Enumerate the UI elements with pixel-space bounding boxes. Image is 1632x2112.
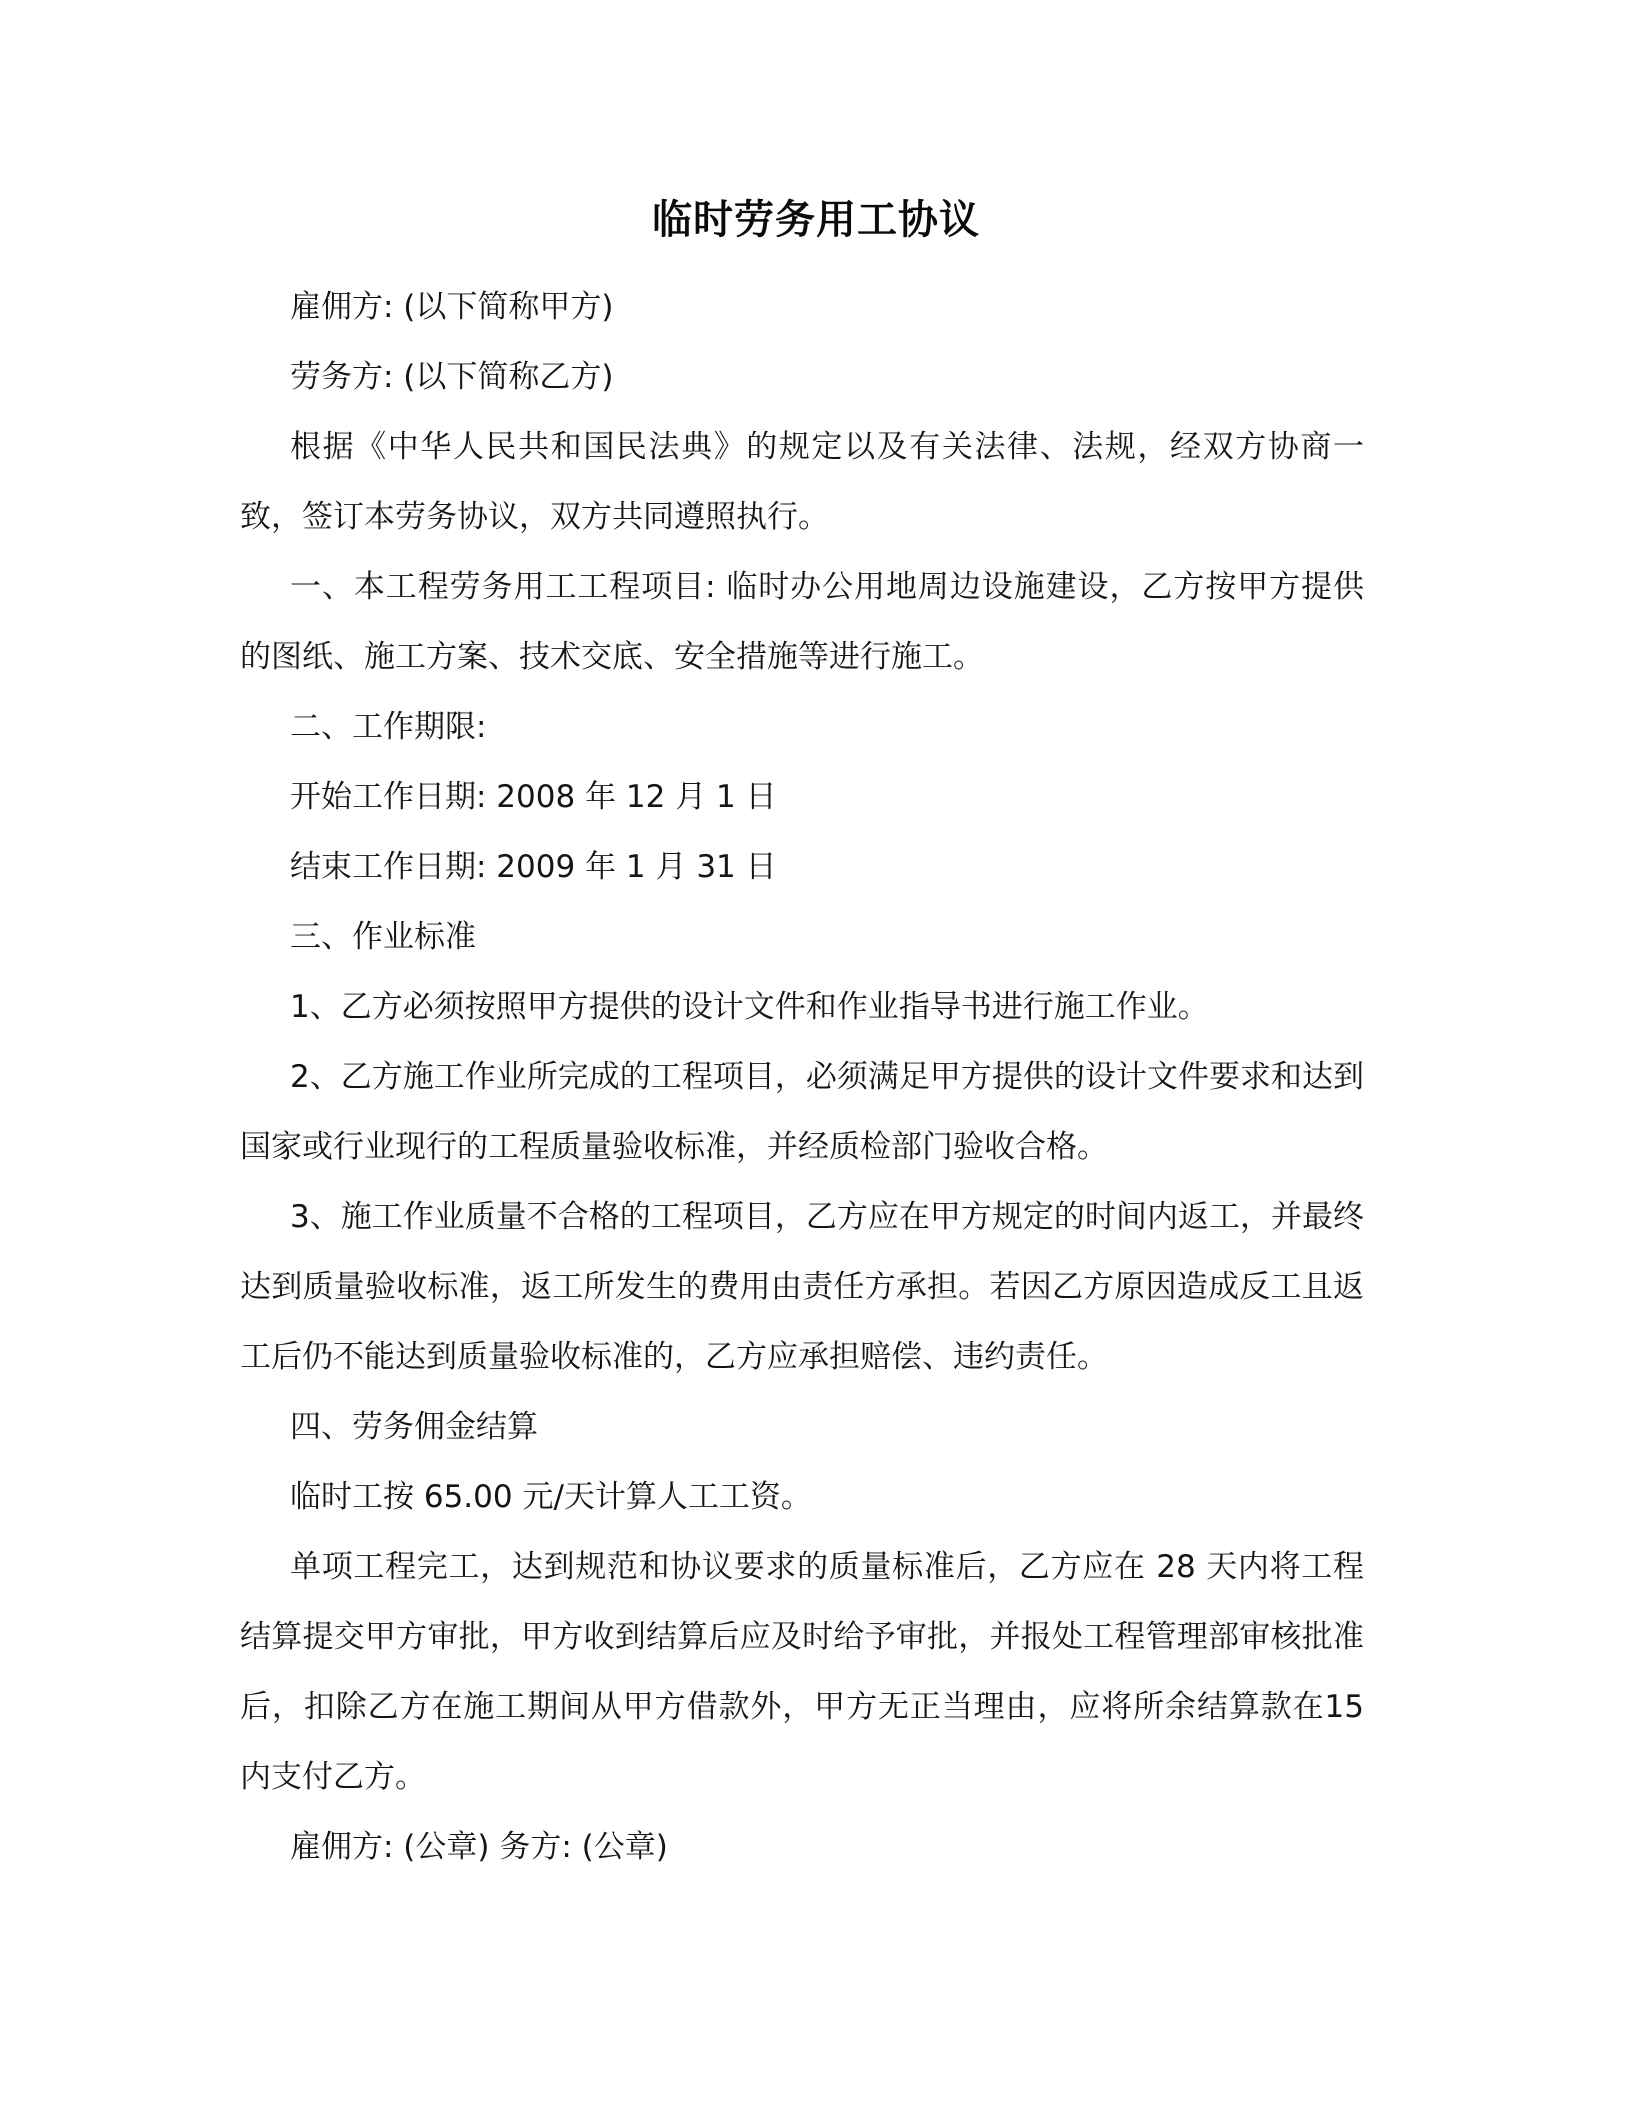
standard-item-1: 1、乙方必须按照甲方提供的设计文件和作业指导书进行施工作业。 bbox=[290, 989, 1209, 1025]
end-date-line: 结束工作日期: 2009 年 1 月 31 日 bbox=[290, 849, 777, 885]
clause-4-heading: 四、劳务佣金结算 bbox=[290, 1409, 538, 1445]
settlement-paragraph: 单项工程完工，达到规范和协议要求的质量标准后，乙方应在 28 天内将工程结算提交甲方审批，甲方收到结算后应及时给予审批，并报处工程管理部审核批准后，扣除乙方在施工期间从甲方借款外，甲方无正当理由，应将所余结算款在15 内支付乙方。 bbox=[240, 1549, 1364, 1795]
signature-line: 雇佣方: (公章) 务方: (公章) bbox=[290, 1829, 668, 1865]
start-date-line: 开始工作日期: 2008 年 12 月 1 日 bbox=[290, 779, 777, 815]
labor-party-line: 劳务方: (以下简称乙方) bbox=[290, 359, 614, 395]
standard-item-2: 2、乙方施工作业所完成的工程项目，必须满足甲方提供的设计文件要求和达到国家或行业现行的工程质量验收标准，并经质检部门验收合格。 bbox=[240, 1059, 1364, 1165]
clause-3-heading: 三、作业标准 bbox=[290, 919, 476, 955]
clause-1-project: 一、本工程劳务用工工程项目: 临时办公用地周边设施建设，乙方按甲方提供的图纸、施工方案、技术交底、安全措施等进行施工。 bbox=[240, 569, 1364, 675]
employer-line: 雇佣方: (以下简称甲方) bbox=[290, 289, 614, 325]
daily-wage-line: 临时工按 65.00 元/天计算人工工资。 bbox=[290, 1479, 812, 1515]
intro-paragraph: 根据《中华人民共和国民法典》的规定以及有关法律、法规，经双方协商一致，签订本劳务协议，双方共同遵照执行。 bbox=[240, 429, 1364, 535]
clause-2-heading: 二、工作期限: bbox=[290, 709, 487, 745]
document-title: 临时劳务用工协议 bbox=[652, 197, 980, 243]
standard-item-3: 3、施工作业质量不合格的工程项目，乙方应在甲方规定的时间内返工，并最终达到质量验收标准，返工所发生的费用由责任方承担。若因乙方原因造成反工且返工后仍不能达到质量验收标准的，乙方应承担赔偿、违约责任。 bbox=[240, 1199, 1364, 1375]
document-body bbox=[240, 272, 1364, 1882]
